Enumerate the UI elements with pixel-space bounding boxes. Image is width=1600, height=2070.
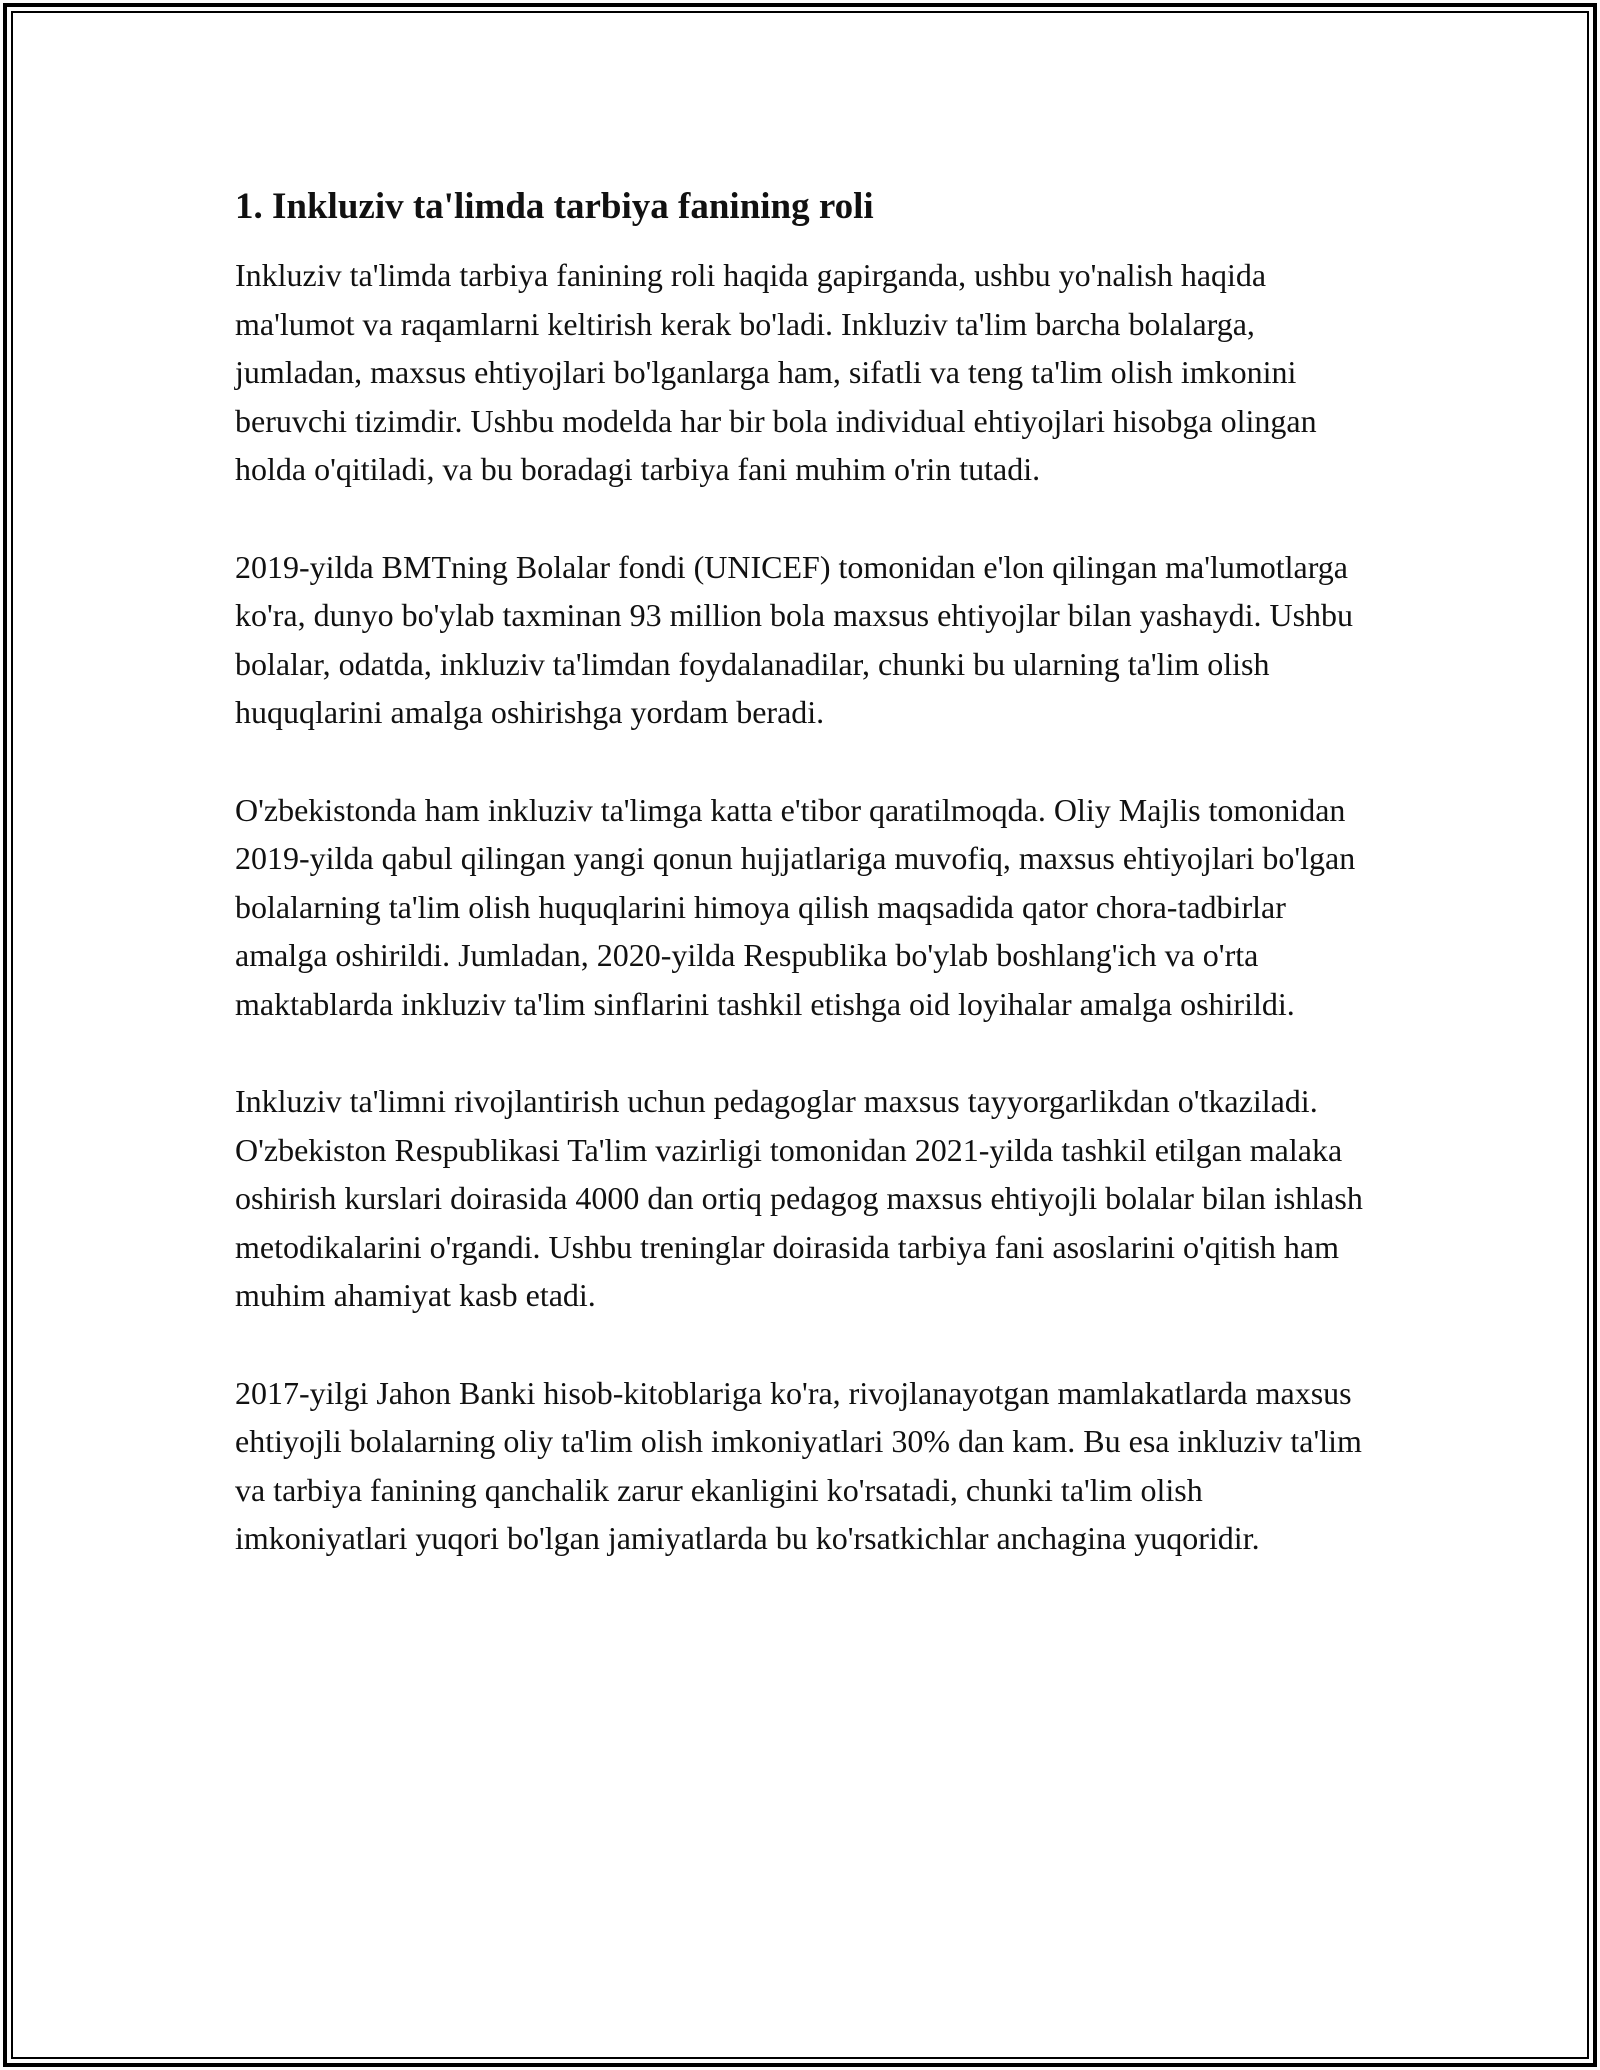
- paragraph-world-bank: 2017-yilgi Jahon Banki hisob-kitoblariga ko'ra, rivojlanayotgan mamlakatlarda maxsus ehtiyojli bolalarning oliy ta'lim olish imkoniyatlari 30% dan kam. Bu esa inkluziv ta'lim va tarbiya fanining qanchalik zarur ekanligini ko'rsatadi, chunki ta'lim olish imkoniyatlari yuqori bo'lgan jamiyatlarda bu ko'rsatkichlar anchagina yuqoridir.: [235, 1374, 1362, 1557]
- document-body: [235, 185, 1375, 1612]
- paragraph-pedagogues: Inkluziv ta'limni rivojlantirish uchun pedagoglar maxsus tayyorgarlikdan o'tkaziladi. O'zbekiston Respublikasi Ta'lim vazirligi tomonidan 2021-yilda tashkil etilgan malaka oshirish kurslari doirasida 4000 dan ortiq pedagog maxsus ehtiyojli bolalar bilan ishlash metodikalarini o'rgandi. Ushbu treninglar doirasida tarbiya fani asoslarini o'qitish ham muhim ahamiyat kasb etadi.: [235, 1083, 1363, 1314]
- section-heading: 1. Inkluziv ta'limda tarbiya fanining roli: [235, 186, 874, 227]
- paragraph-unicef: 2019-yilda BMTning Bolalar fondi (UNICEF) tomonidan e'lon qilingan ma'lumotlarga ko'ra, dunyo bo'ylab taxminan 93 million bola maxsus ehtiyojlar bilan yashaydi. Ushbu bolalar, odatda, inkluziv ta'limdan foydalanadilar, chunki bu ularning ta'lim olish huquqlarini amalga oshirishga yordam beradi.: [235, 548, 1354, 731]
- paragraph-uzbekistan: O'zbekistonda ham inkluziv ta'limga katta e'tibor qaratilmoqda. Oliy Majlis tomonidan 2019-yilda qabul qilingan yangi qonun hujjatlariga muvofiq, maxsus ehtiyojlari bo'lgan bolalarning ta'lim olish huquqlarini himoya qilish maqsadida qator chora-tadbirlar amalga oshirildi. Jumladan, 2020-yilda Respublika bo'ylab boshlang'ich va o'rta maktablarda inkluziv ta'lim sinflarini tashkil etishga oid loyihalar amalga oshirildi.: [235, 791, 1356, 1022]
- paragraph-intro: Inkluziv ta'limda tarbiya fanining roli haqida gapirganda, ushbu yo'nalish haqida ma'lumot va raqamlarni keltirish kerak bo'ladi. Inkluziv ta'lim barcha bolalarga, jumladan, maxsus ehtiyojlari bo'lganlarga ham, sifatli va teng ta'lim olish imkonini beruvchi tizimdir. Ushbu modelda har bir bola individual ehtiyojlari hisobga olingan holda o'qitiladi, va bu boradagi tarbiya fani muhim o'rin tutadi.: [235, 257, 1317, 488]
